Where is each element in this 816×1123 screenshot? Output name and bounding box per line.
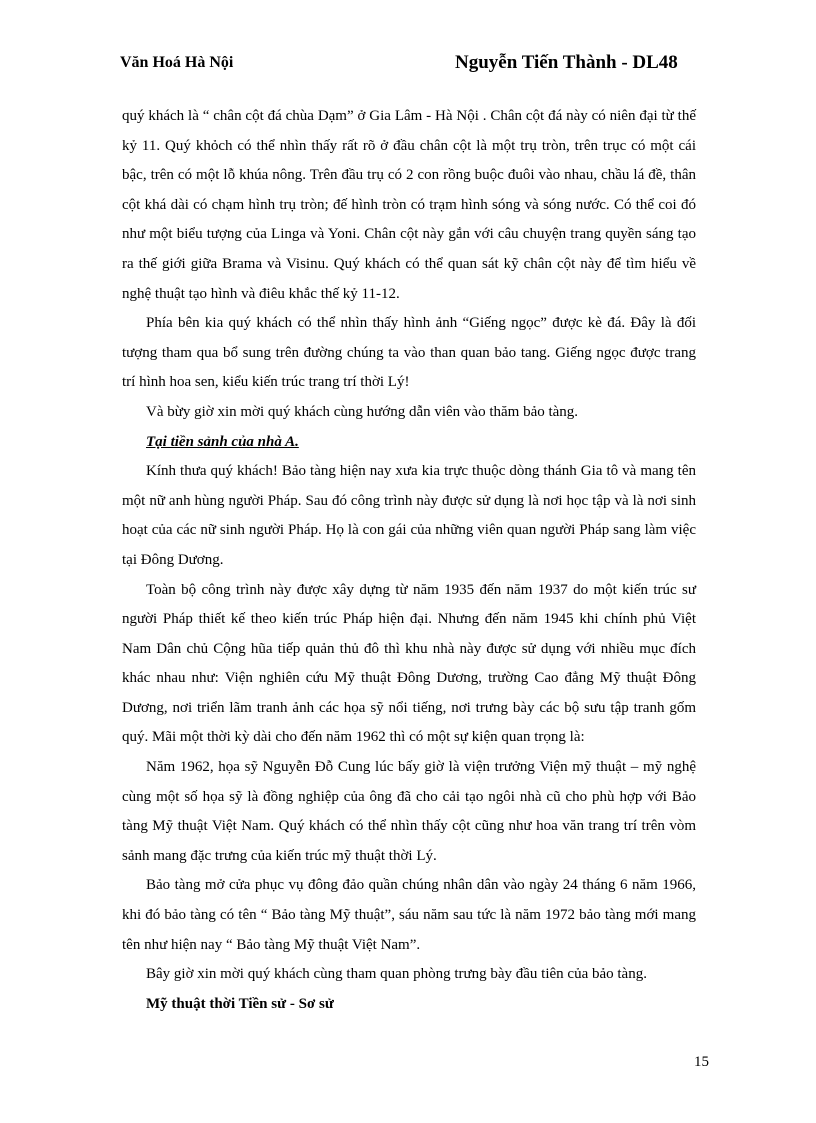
header-left: Văn Hoá Hà Nội (120, 54, 234, 71)
paragraph-first-room: Bây giờ xin mời quý khách cùng tham quan phòng trưng bày đầu tiên của bảo tàng. (146, 966, 647, 983)
paragraph-museum-history: Kính thưa quý khách! Bảo tàng hiện nay xưa kia trực thuộc dòng thánh Gia tô và mang tên một nữ anh hùng người Pháp. Sau đó công trình này được sử dụng là nơi học tập và là nơi sinh hoạt của các nữ sinh người Pháp. Họ là con gái của những viên quan người Pháp sang làm việc tại Đông Dương. (122, 463, 696, 568)
page-number: 15 (694, 1054, 709, 1070)
paragraph-opening: Bảo tàng mở cửa phục vụ đông đảo quần chúng nhân dân vào ngày 24 tháng 6 năm 1966, khi đó bảo tàng có tên “ Bảo tàng Mỹ thuật”, sáu năm sau tức là năm 1972 bảo tàng mới mang tên như hiện nay “ Bảo tàng Mỹ thuật Việt Nam”. (122, 877, 696, 953)
paragraph-1962: Năm 1962, họa sỹ Nguyễn Đỗ Cung lúc bấy giờ là viện trưởng Viện mỹ thuật – mỹ nghệ cùng một số họa sỹ là đồng nghiệp của ông đã cho cải tạo ngôi nhà cũ cho phù hợp với Bảo tàng Mỹ thuật Việt Nam. Quý khách có thể nhìn thấy cột cũng như hoa văn trang trí trên vòm sảnh mang đặc trưng của kiến trúc mỹ thuật thời Lý. (122, 759, 696, 864)
section-heading-lobby: Tại tiền sảnh của nhà A. (146, 433, 299, 450)
section-heading-prehistory: Mỹ thuật thời Tiền sử - Sơ sử (146, 995, 334, 1012)
paragraph-stone-pillar: quý khách là “ chân cột đá chùa Dạm” ở Gia Lâm - Hà Nội . Chân cột đá này có niên đại từ thế kỷ 11. Quý khỏch có thể nhìn thấy rất rõ ở đầu chân cột là một trụ tròn, trên trục có một cái bậc, trên có một lỗ khúa nông. Trên đầu trụ có 2 con rồng buộc đuôi vào nhau, chầu lá đề, thân cột khá dài có chạm hình trụ tròn; đế hình tròn có trạm hình sóng và sóng nước. Có thể coi đó như một biểu tượng của Linga và Yoni. Chân cột này gắn với câu chuyện trang quyền sáng tạo ra thế giới giữa Brama và Visinu. Quý khách có thể quan sát kỹ chân cột này để tìm hiểu về nghệ thuật tạo hình và điêu khắc thế kỷ 11-12. (122, 108, 696, 302)
paragraph-jade-well: Phía bên kia quý khách có thể nhìn thấy hình ảnh “Giếng ngọc” được kè đá. Đây là đối tượng tham qua bổ sung trên đường chúng ta vào than quan bảo tang. Giếng ngọc được trang trí hình hoa sen, kiểu kiến trúc trang trí thời Lý! (122, 315, 696, 391)
document-body (122, 102, 696, 1019)
paragraph-construction: Toàn bộ công trình này được xây dựng từ năm 1935 đến năm 1937 do một kiến trúc sư người Pháp thiết kế theo kiến trúc Pháp hiện đại. Nhưng đến năm 1945 khi chính phủ Việt Nam Dân chủ Cộng hũa tiếp quản thủ đô thì khu nhà này được sử dụng với nhiều mục đích khác nhau như: Viện nghiên cứu Mỹ thuật Đông Dương, trường Cao đẳng Mỹ thuật Đông Dương, nơi triển lãm tranh ảnh các họa sỹ nổi tiếng, nơi trưng bày các bộ sưu tập tranh gốm quý. Mãi một thời kỳ dài cho đến năm 1962 thì có một sự kiện quan trọng là: (122, 581, 696, 746)
header-right: Nguyễn Tiến Thành - DL48 (455, 52, 678, 73)
paragraph-invitation: Và bừy giờ xin mời quý khách cùng hướng dẫn viên vào thăm bảo tàng. (146, 403, 579, 420)
